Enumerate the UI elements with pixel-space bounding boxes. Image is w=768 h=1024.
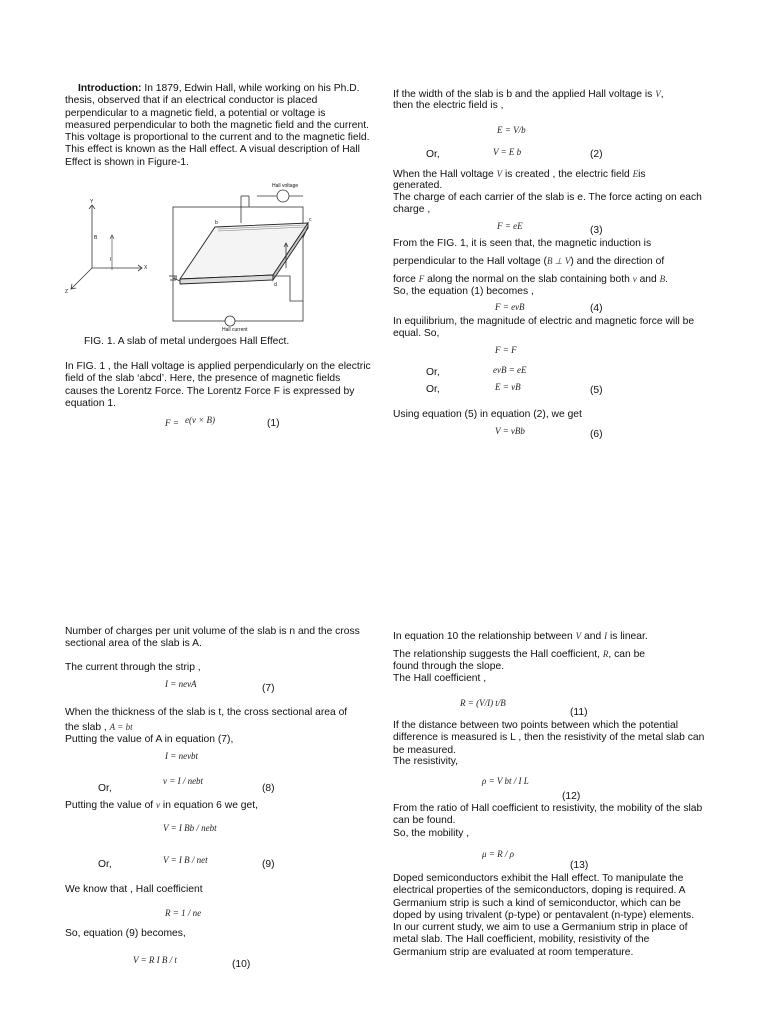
area-symbol: A = bt bbox=[109, 722, 133, 732]
or-label-5: Or, bbox=[98, 859, 112, 870]
from-fig-line-2 bbox=[393, 255, 664, 268]
figure-corner-d: d bbox=[274, 282, 277, 288]
thickness-line-1: When the thickness of the slab is t, the cross sectional area of bbox=[65, 707, 348, 718]
equation-13-number: (13) bbox=[570, 860, 589, 871]
equation-evb: evB = eE bbox=[493, 365, 527, 375]
hall-effect-diagram bbox=[60, 183, 365, 333]
force-symbol: F bbox=[418, 274, 425, 284]
from-fig-2a: perpendicular to the Hall voltage ( bbox=[393, 256, 547, 267]
electric-field-symbol: E bbox=[632, 169, 639, 179]
electric-field-line: then the electric field is , bbox=[393, 100, 504, 111]
figure-axis-x: X bbox=[144, 265, 148, 271]
relationship-line bbox=[393, 648, 645, 661]
equation-electric-field: E = V/b bbox=[497, 125, 526, 135]
so-equation-1-line: So, the equation (1) becomes , bbox=[393, 286, 534, 297]
slope-line: found through the slope. bbox=[393, 661, 505, 672]
linear-text-b: and bbox=[584, 631, 602, 642]
when-end-text: is bbox=[638, 169, 646, 180]
figure-label-b: B bbox=[94, 235, 98, 241]
equation-12: ρ = V bt / I L bbox=[482, 776, 529, 786]
hall-voltage-symbol-3: V bbox=[575, 631, 582, 641]
doped-paragraph: Doped semiconductors exhibit the Hall effect. To manipulate the electrical properties of the semiconductors, doping is required. A Germanium strip is such a kind of semiconductor, which can be doped by using trivalent (p-type) or pentavalent (n-type) elements. In our current study, we aim to use a Germanium strip in place of metal slab. The Hall coefficient, mobility, resistivity of the Germanium strip are evaluated at room temperature. bbox=[393, 873, 695, 958]
equation-11-number: (11) bbox=[570, 707, 588, 718]
figure-axis-z: Z bbox=[65, 289, 69, 295]
b-perp-v-symbol: B ⊥ V bbox=[546, 256, 571, 266]
equation-1: e(v × B) bbox=[185, 415, 216, 425]
distance-paragraph: If the distance between two points between which the potential difference is measured is L , then the resistivity of the metal slab can be measured. bbox=[393, 720, 705, 756]
resistivity-line: The resistivity, bbox=[393, 756, 459, 767]
hall-voltage-symbol: V bbox=[655, 89, 661, 99]
linear-text-c: is linear. bbox=[609, 631, 648, 642]
equation-9-number: (9) bbox=[262, 859, 275, 870]
when-mid-text: is created , the electric field bbox=[505, 169, 630, 180]
linear-relationship-line bbox=[393, 630, 648, 643]
equation-2: V = E b bbox=[493, 147, 522, 157]
thickness-text: the slab , bbox=[65, 722, 107, 733]
equation-6-number: (6) bbox=[590, 429, 603, 440]
equation-4: F = evB bbox=[495, 302, 525, 312]
putting-a-line: Putting the value of A in equation (7), bbox=[65, 734, 234, 745]
hall-coefficient-symbol: R bbox=[602, 649, 609, 659]
putting-v-text-2: in equation 6 we get, bbox=[162, 800, 258, 811]
thickness-line-2 bbox=[65, 721, 133, 734]
equation-5: E = vB bbox=[495, 382, 521, 392]
equation-2-number: (2) bbox=[590, 149, 603, 160]
from-fig-3b: along the normal on the slab containing both bbox=[427, 274, 630, 285]
equation-1-lhs: F = bbox=[165, 418, 179, 428]
equation-10-number: (10) bbox=[232, 959, 251, 970]
figure-label-hall-current: Hall current bbox=[222, 327, 248, 333]
figure-corner-c: c bbox=[309, 217, 312, 223]
equation-8-number: (8) bbox=[262, 783, 275, 794]
so-equation-9-line: So, equation (9) becomes, bbox=[65, 928, 186, 939]
from-fig-3a: force bbox=[393, 274, 416, 285]
relationship-text-b: , can be bbox=[608, 649, 646, 660]
putting-v-line bbox=[65, 799, 258, 812]
putting-v-text: Putting the value of bbox=[65, 800, 154, 811]
charge-paragraph: The charge of each carrier of the slab is e. The force acting on each charge , bbox=[393, 192, 702, 216]
charges-paragraph: Number of charges per unit volume of the slab is n and the cross sectional area of the slab is A. bbox=[65, 626, 360, 650]
equation-current-nevbt: I = nevbt bbox=[165, 751, 199, 761]
equation-3-number: (3) bbox=[590, 225, 603, 236]
equation-6: V = vBb bbox=[495, 426, 525, 436]
relationship-text-a: The relationship suggests the Hall coefficient, bbox=[393, 649, 601, 660]
intro-heading: Introduction: bbox=[78, 83, 142, 94]
figure-corner-b: b bbox=[215, 220, 218, 226]
width-text: If the width of the slab is b and the applied Hall voltage is bbox=[393, 89, 653, 100]
when-text: When the Hall voltage bbox=[393, 169, 494, 180]
linear-text-a: In equation 10 the relationship between bbox=[393, 631, 573, 642]
equation-3: F = eE bbox=[497, 221, 523, 231]
equation-7: I = nevA bbox=[165, 679, 197, 689]
or-label-2: Or, bbox=[426, 367, 440, 378]
we-know-line: We know that , Hall coefficient bbox=[65, 884, 203, 895]
equation-7-number: (7) bbox=[262, 683, 275, 694]
or-label-1: Or, bbox=[426, 149, 440, 160]
width-text-end: , bbox=[660, 89, 664, 100]
equation-1-number: (1) bbox=[267, 418, 280, 429]
from-fig-3c: and bbox=[639, 274, 657, 285]
from-fig-3d: . bbox=[665, 274, 668, 285]
magnetic-field-symbol: B bbox=[659, 274, 666, 284]
using-equation-line: Using equation (5) in equation (2), we get bbox=[393, 409, 582, 420]
intro-paragraph bbox=[65, 83, 371, 169]
equation-10: V = R I B / t bbox=[133, 955, 177, 965]
equation-hall-voltage-1: V = I Bb / nebt bbox=[163, 823, 217, 833]
generated-line: generated. bbox=[393, 180, 443, 191]
equation-4-number: (4) bbox=[590, 303, 603, 314]
so-mobility-line: So, the mobility , bbox=[393, 828, 470, 839]
current-line: The current through the strip , bbox=[65, 662, 201, 673]
from-fig-line-1: From the FIG. 1, it is seen that, the magnetic induction is bbox=[393, 238, 652, 249]
figure-label-hall-voltage: Hall voltage bbox=[272, 183, 299, 189]
equation-11: R = (V/I) t/B bbox=[460, 698, 506, 708]
current-symbol: I bbox=[604, 631, 608, 641]
figure-label-i: I bbox=[110, 257, 112, 263]
or-label-3: Or, bbox=[426, 384, 440, 395]
velocity-symbol-2: v bbox=[156, 800, 161, 810]
equation-8: v = I / nebt bbox=[163, 776, 204, 786]
figure-corner-a: a bbox=[174, 275, 177, 281]
intro-text: In 1879, Edwin Hall, while working on his Ph.D. thesis, observed that if an electrical conductor is placed perpendicular to a magnetic field, a potential or voltage is measured perpendicular to both the magnetic field and the current. This voltage is proportional to the current and to the magnetic field. This effect is known as the Hall effect. A visual description of Hall Effect is shown in Figure-1. bbox=[65, 83, 370, 168]
hall-voltage-symbol-2: V bbox=[496, 169, 503, 179]
figure-axis-y: Y bbox=[90, 199, 94, 205]
from-fig-line-3 bbox=[393, 273, 668, 286]
ratio-paragraph: From the ratio of Hall coefficient to resistivity, the mobility of the slab can be found. bbox=[393, 803, 703, 827]
equilibrium-paragraph: In equilibrium, the magnitude of electric and magnetic force will be equal. So, bbox=[393, 316, 695, 340]
equation-9: V = I B / net bbox=[163, 855, 208, 865]
equation-5-number: (5) bbox=[590, 385, 603, 396]
equation-f-equals-f: F = F bbox=[495, 345, 517, 355]
hall-effect-figure bbox=[60, 183, 365, 333]
from-fig-2b: ) and the direction of bbox=[570, 256, 665, 267]
hall-coefficient-line: The Hall coefficient , bbox=[393, 673, 487, 684]
lorentz-paragraph: In FIG. 1 , the Hall voltage is applied perpendicularly on the electric field of the slab ‘abcd’. Here, the presence of magnetic fields causes the Lorentz Force. The Lorentz Force F is expressed by equation 1. bbox=[65, 361, 371, 409]
equation-12-number: (12) bbox=[562, 791, 581, 802]
or-label-4: Or, bbox=[98, 783, 112, 794]
figure-caption: FIG. 1. A slab of metal undergoes Hall Effect. bbox=[84, 336, 290, 347]
equation-hall-coefficient: R = 1 / ne bbox=[165, 908, 202, 918]
velocity-symbol: v bbox=[632, 274, 637, 284]
equation-13: μ = R / ρ bbox=[482, 849, 514, 859]
